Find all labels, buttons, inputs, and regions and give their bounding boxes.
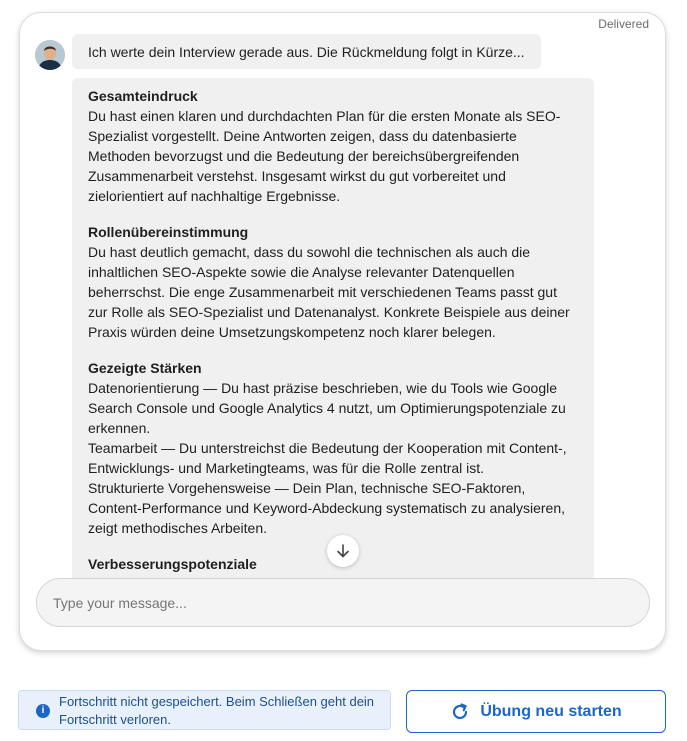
message-input[interactable] [36,578,650,627]
feedback-section-role-fit [88,222,578,342]
info-icon: i [36,704,50,718]
strength-item: Datenorientierung — Du hast präzise beschrieben, wie du Tools wie Google Search Console und Google Analytics 4 nutzt, um Optimierungspotenziale zu erkennen. [88,380,566,436]
scroll-down-button[interactable] [327,535,359,567]
section-heading: Gezeigte Stärken [88,360,202,376]
unsaved-progress-notice [18,690,391,730]
section-body: Du hast einen klaren und durchdachten Plan für die ersten Monate als SEO-Spezialist vorgestellt. Deine Antworten zeigen, dass du datenbasierte Methoden bevorzugst und die Bedeutung der bereichsübergreifenden Zusammenarbeit verstehst. Insgesamt wirkst du gut vorbereitet und zielorientiert auf nachhaltige Ergebnisse. [88,108,561,204]
strength-item: Strukturierte Vorgehensweise — Dein Plan, technische SEO-Faktoren, Content-Performance und Keyword-Abdeckung systematisch zu analysieren, zeigt methodisches Arbeiten. [88,480,566,536]
feedback-message-bubble [72,78,594,583]
chat-panel [19,12,666,651]
delivery-status: Delivered [598,17,649,31]
avatar-icon [35,40,65,70]
section-heading: Verbesserungspotenziale [88,556,257,572]
section-heading: Gesamteindruck [88,88,198,104]
notice-text: Fortschritt nicht gespeichert. Beim Schließen geht dein Fortschritt verloren. [59,694,375,727]
refresh-icon [450,702,470,722]
restart-exercise-button[interactable] [406,690,666,733]
section-heading: Rollenübereinstimmung [88,224,249,240]
feedback-section-strengths [88,358,578,538]
strength-item: Teamarbeit — Du unterstreichst die Bedeutung der Kooperation mit Content-, Entwicklungs- und Marketingteams, was für die Rolle zentral ist. [88,440,567,476]
arrow-down-icon [335,543,351,559]
avatar [35,40,65,70]
feedback-section-overall [88,86,578,206]
message-bubble-status: Ich werte dein Interview gerade aus. Die Rückmeldung folgt in Kürze... [72,34,541,69]
restart-button-label: Übung neu starten [480,702,622,720]
section-body: Du hast deutlich gemacht, dass du sowohl die technischen als auch die inhaltlichen SEO-Aspekte sowie die Analyse relevanter Datenquellen beherrschst. Die enge Zusammenarbeit mit verschiedenen Teams passt gut zur Rolle als SEO-Spezialist und Datenanalyst. Konkrete Beispiele aus deiner Praxis würden deine Umsetzungskompetenz noch klarer belegen. [88,244,570,340]
